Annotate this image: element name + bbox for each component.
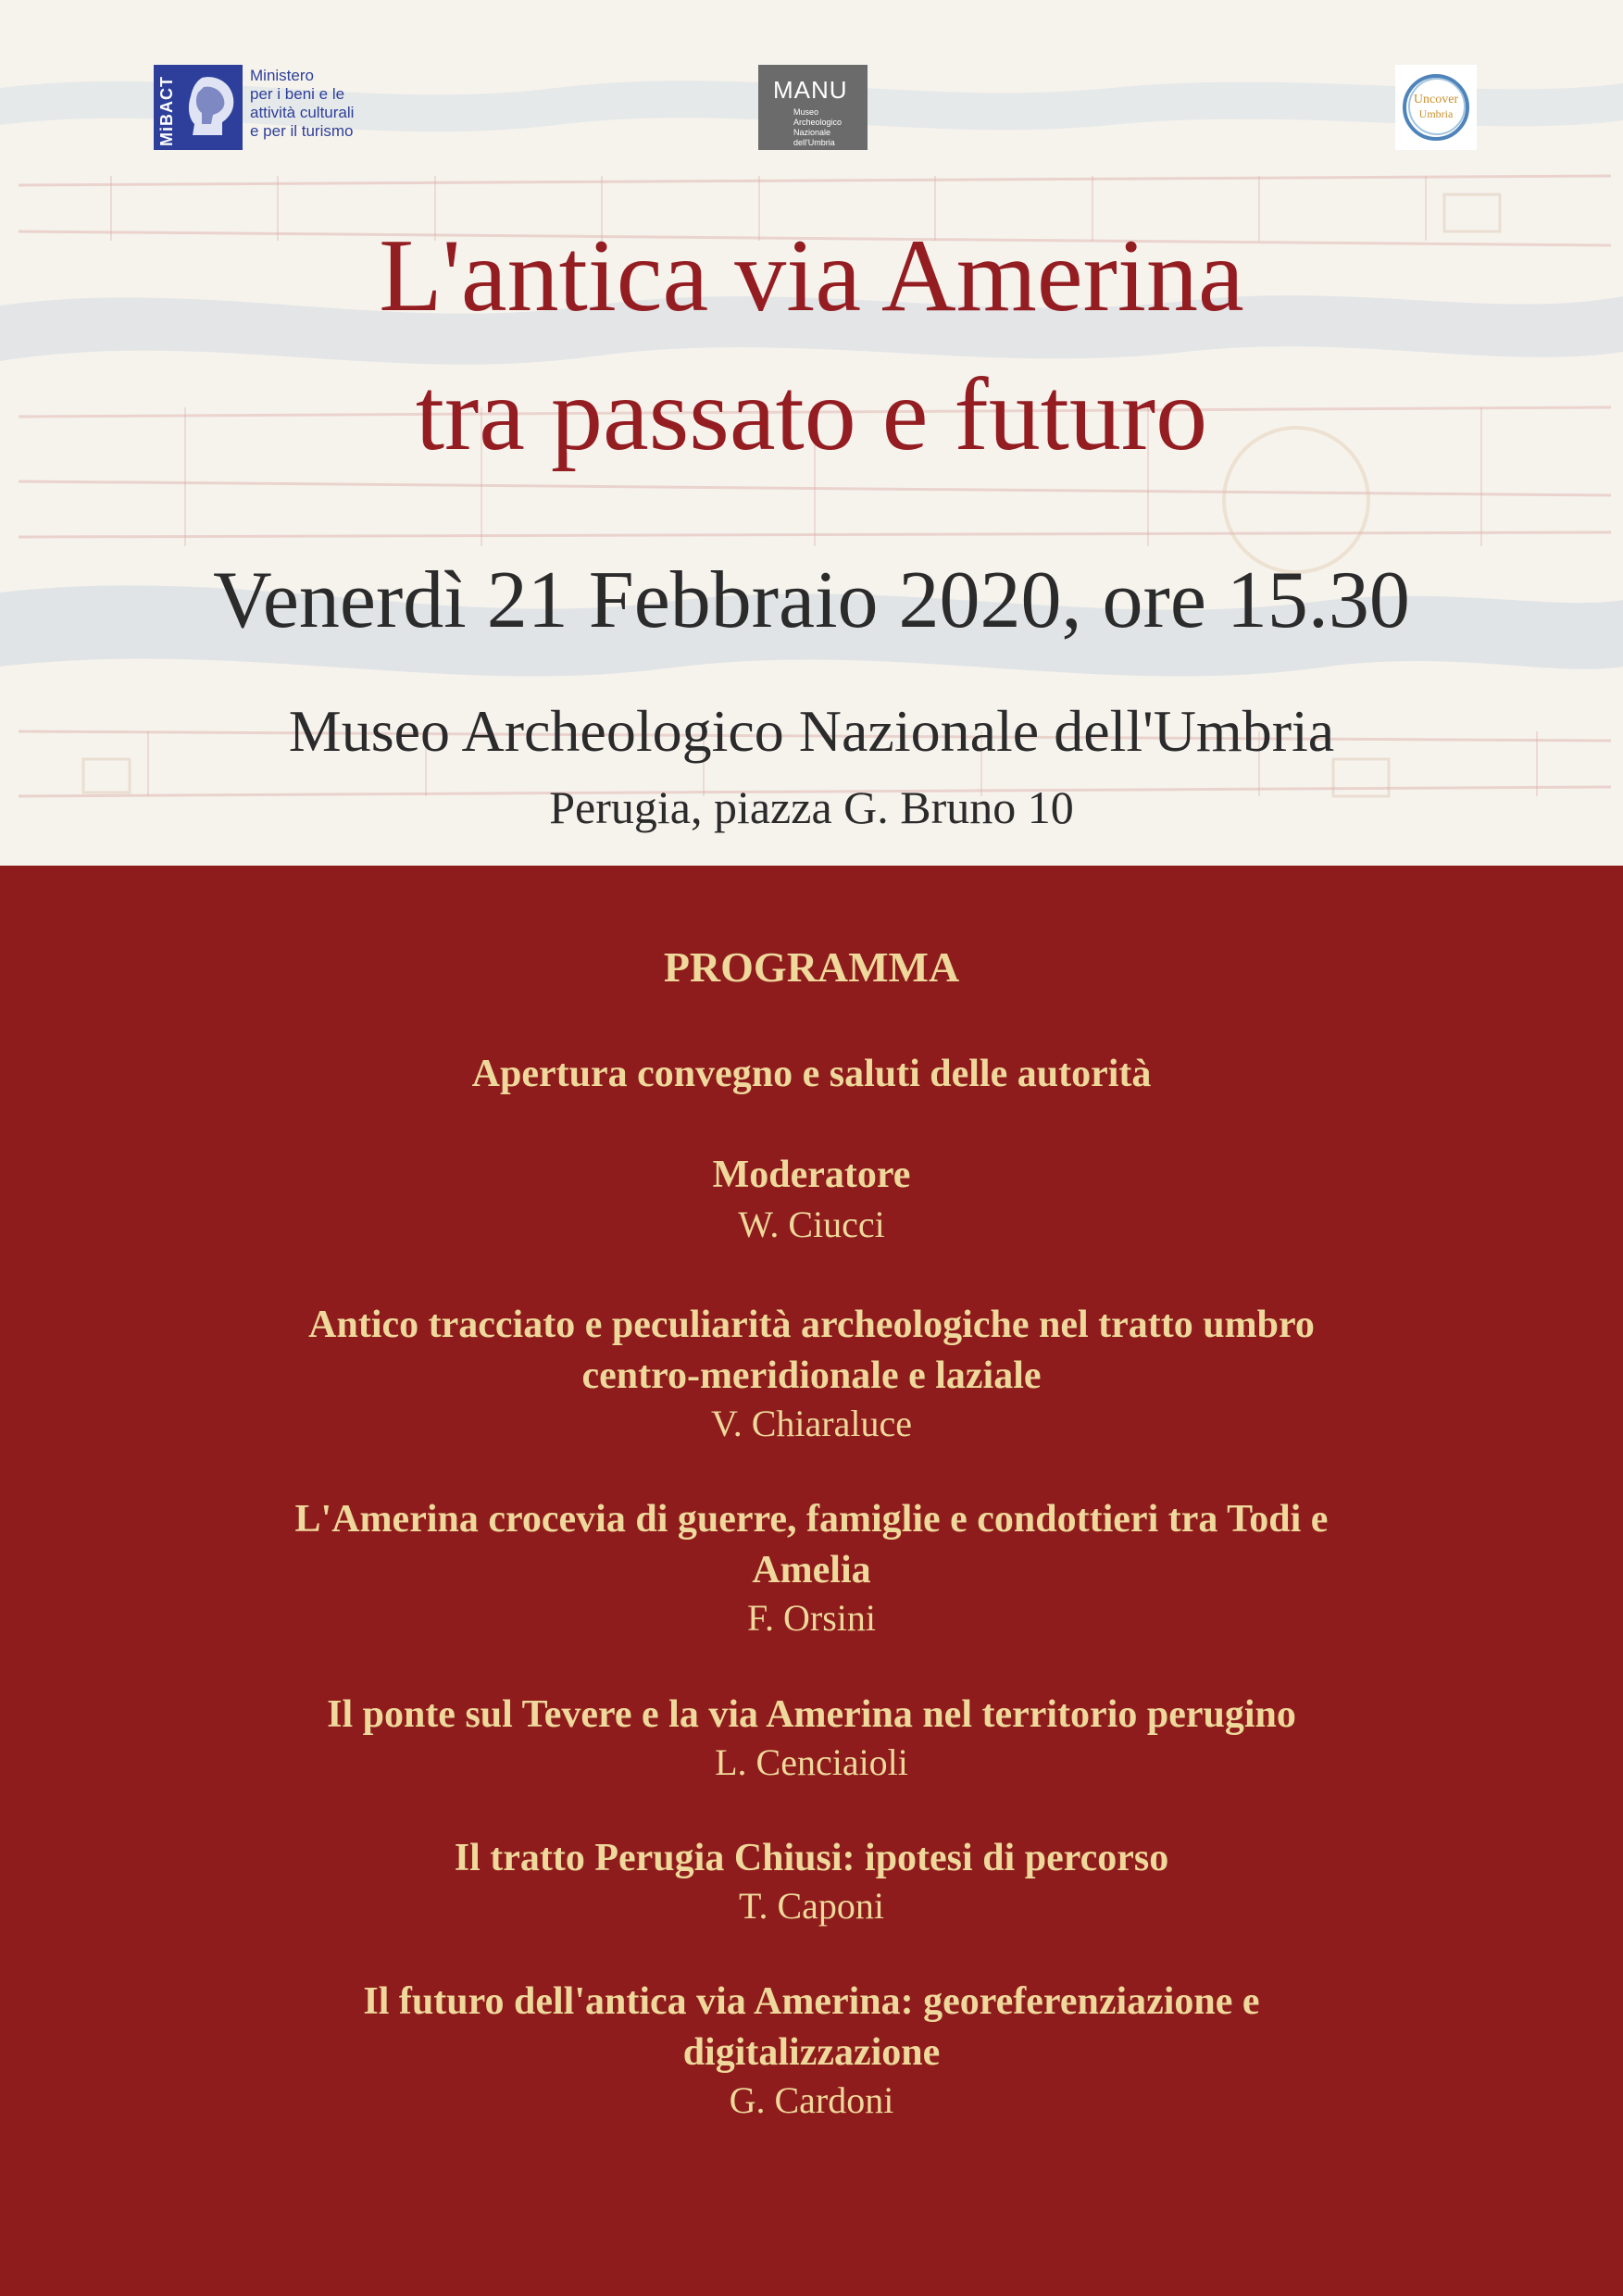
mibact-vertical-label: MiBACT: [157, 76, 176, 146]
manu-subtitle: Museo Archeologico Nazionale dell'Umbria: [793, 107, 843, 147]
uncover-umbria-logo: [1395, 65, 1477, 150]
program-item-title: Antico tracciato e peculiarità archeologiche nel tratto umbro: [308, 1304, 1315, 1346]
uncover-text: Uncover: [1413, 93, 1459, 106]
program-item-speaker: L. Cenciaioli: [715, 1741, 908, 1783]
event-venue: Museo Archeologico Nazionale dell'Umbria: [288, 698, 1335, 764]
program-item-speaker: V. Chiaraluce: [711, 1403, 912, 1444]
event-title-line-2: tra passato e futuro: [415, 357, 1208, 472]
mibact-ministry-text: Ministero per i beni e le attività culturali e per il turismo: [250, 67, 355, 140]
header-section: [0, 0, 1623, 866]
program-item-title: L'Amerina crocevia di guerre, famiglie e condottieri tra Todi e: [294, 1498, 1329, 1541]
program-item-speaker: F. Orsini: [746, 1597, 877, 1639]
mibact-emblem: [154, 65, 243, 150]
profile-head-icon: [185, 74, 237, 139]
manu-logo: [758, 65, 868, 150]
mibact-logo: [154, 65, 376, 154]
program-item-speaker: W. Ciucci: [738, 1204, 885, 1245]
program-item-title: Il ponte sul Tevere e la via Amerina nel territorio perugino: [327, 1693, 1296, 1736]
program-item-title-cont: Amelia: [752, 1549, 871, 1591]
umbria-text: Umbria: [1418, 107, 1454, 120]
program-item-speaker: G. Cardoni: [729, 2079, 894, 2121]
event-date: Venerdì 21 Febbraio 2020, ore 15.30: [213, 555, 1410, 645]
event-title-line-1: L'antica via Amerina: [379, 218, 1244, 333]
program-opening: Apertura convegno e saluti delle autorità: [471, 1053, 1152, 1095]
program-heading: PROGRAMMA: [663, 943, 960, 991]
manu-title: MANU: [773, 76, 848, 104]
program-item-title: Il futuro dell'antica via Amerina: georeferenziazione e: [363, 1980, 1260, 2023]
program-item-title-cont: digitalizzazione: [682, 2031, 941, 2074]
program-item-speaker: T. Caponi: [738, 1885, 884, 1927]
program-item-title: Moderatore: [712, 1154, 911, 1196]
event-address: Perugia, piazza G. Bruno 10: [549, 781, 1074, 833]
program-item-title: Il tratto Perugia Chiusi: ipotesi di percorso: [454, 1837, 1169, 1879]
program-item-title-cont: centro-meridionale e laziale: [581, 1354, 1042, 1397]
